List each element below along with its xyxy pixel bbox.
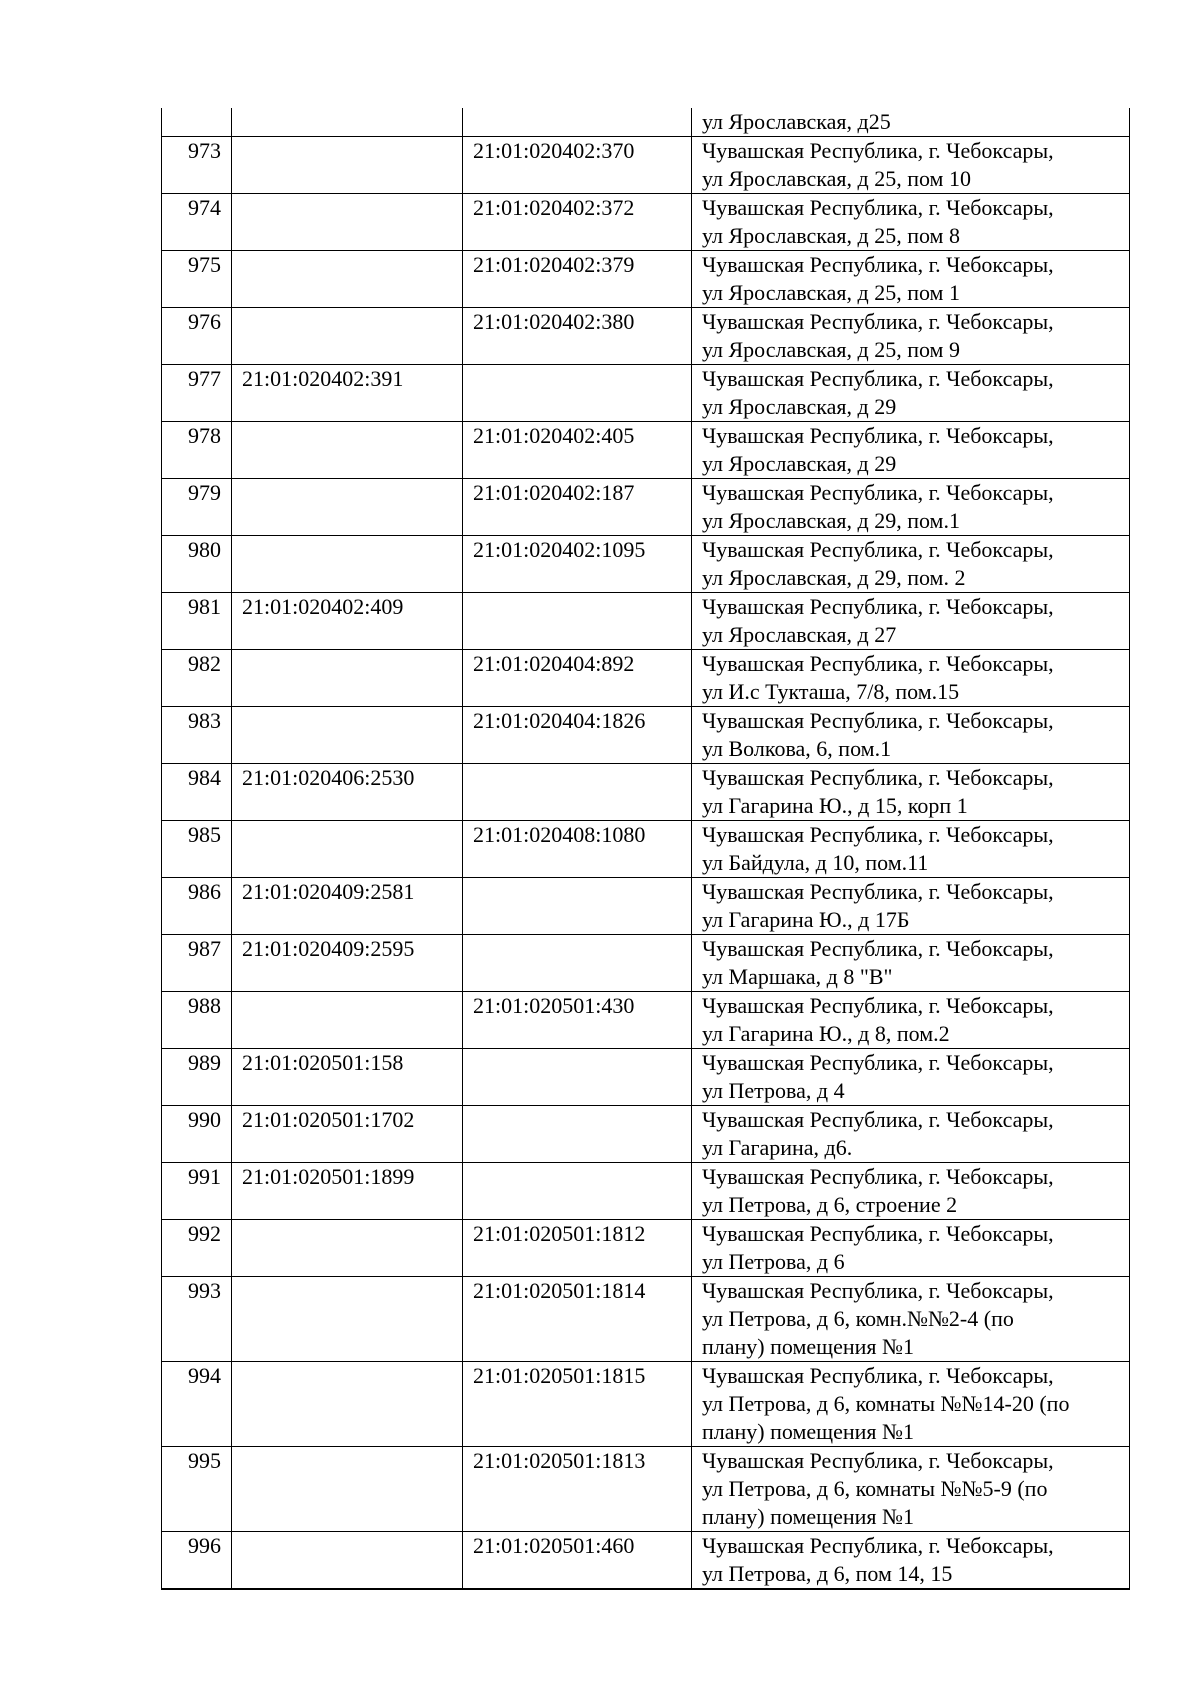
table-row: [162, 1447, 1130, 1532]
address-line: Чувашская Республика, г. Чебоксары,: [702, 1363, 1054, 1388]
table-row: [162, 593, 1130, 650]
table-row: [162, 878, 1130, 935]
address-cell: [692, 479, 1130, 536]
row-number-cell: 980: [162, 536, 232, 593]
address-line: ул Ярославская, д 29, пом. 2: [702, 565, 966, 590]
address-line: Чувашская Республика, г. Чебоксары,: [702, 423, 1054, 448]
address-line: плану) помещения №1: [702, 1419, 915, 1444]
land-cadastral-cell: 21:01:020409:2595: [232, 935, 463, 992]
address-line: ул Петрова, д 6, комнаты №№14-20 (по: [702, 1391, 1070, 1416]
table-row: [162, 935, 1130, 992]
row-number-cell: 977: [162, 365, 232, 422]
row-number-cell: 973: [162, 137, 232, 194]
land-cadastral-cell: [232, 422, 463, 479]
land-cadastral-cell: 21:01:020501:1899: [232, 1163, 463, 1220]
row-number-cell: 994: [162, 1362, 232, 1447]
address-line: Чувашская Республика, г. Чебоксары,: [702, 309, 1054, 334]
object-cadastral-cell: 21:01:020402:372: [463, 194, 692, 251]
address-line: ул Ярославская, д 29, пом.1: [702, 508, 960, 533]
object-cadastral-cell: 21:01:020404:1826: [463, 707, 692, 764]
land-cadastral-cell: [232, 992, 463, 1049]
address-line: Чувашская Республика, г. Чебоксары,: [702, 651, 1054, 676]
address-line: Чувашская Республика, г. Чебоксары,: [702, 594, 1054, 619]
table-row: [162, 365, 1130, 422]
row-number-cell: 991: [162, 1163, 232, 1220]
land-cadastral-cell: 21:01:020406:2530: [232, 764, 463, 821]
row-number-cell: 984: [162, 764, 232, 821]
address-line: Чувашская Республика, г. Чебоксары,: [702, 1164, 1054, 1189]
address-cell: [692, 137, 1130, 194]
address-line: Чувашская Республика, г. Чебоксары,: [702, 936, 1054, 961]
row-number-cell: 981: [162, 593, 232, 650]
table-row: [162, 1106, 1130, 1163]
table-row-continued: [162, 108, 1130, 137]
object-cadastral-cell: 21:01:020501:1815: [463, 1362, 692, 1447]
land-cadastral-cell: 21:01:020402:409: [232, 593, 463, 650]
row-number-cell: 988: [162, 992, 232, 1049]
address-line: ул Ярославская, д25: [702, 109, 891, 134]
object-cadastral-cell: 21:01:020402:380: [463, 308, 692, 365]
address-cell: [692, 992, 1130, 1049]
table-row: [162, 992, 1130, 1049]
row-number-cell: 985: [162, 821, 232, 878]
address-line: плану) помещения №1: [702, 1504, 915, 1529]
address-cell: [692, 251, 1130, 308]
row-number-cell: 978: [162, 422, 232, 479]
land-cadastral-cell: [232, 707, 463, 764]
address-line: Чувашская Республика, г. Чебоксары,: [702, 1448, 1054, 1473]
address-cell: [692, 365, 1130, 422]
land-cadastral-cell: 21:01:020501:1702: [232, 1106, 463, 1163]
object-cadastral-cell: 21:01:020408:1080: [463, 821, 692, 878]
address-line: Чувашская Республика, г. Чебоксары,: [702, 879, 1054, 904]
address-line: ул Петрова, д 6, комн.№№2-4 (по: [702, 1306, 1014, 1331]
address-cell: [692, 878, 1130, 935]
object-cadastral-cell: [463, 764, 692, 821]
land-cadastral-cell: 21:01:020501:158: [232, 1049, 463, 1106]
row-number-cell: 976: [162, 308, 232, 365]
object-cadastral-cell: 21:01:020501:1813: [463, 1447, 692, 1532]
land-cadastral-cell: [232, 108, 463, 137]
table-row: [162, 1049, 1130, 1106]
table-row: [162, 479, 1130, 536]
object-cadastral-cell: [463, 365, 692, 422]
address-line: ул Ярославская, д 29: [702, 451, 897, 476]
table-row: [162, 422, 1130, 479]
row-number-cell: 974: [162, 194, 232, 251]
address-line: ул Ярославская, д 27: [702, 622, 897, 647]
address-line: Чувашская Республика, г. Чебоксары,: [702, 480, 1054, 505]
address-line: ул Гагарина Ю., д 15, корп 1: [702, 793, 968, 818]
table-row: [162, 1362, 1130, 1447]
address-line: Чувашская Республика, г. Чебоксары,: [702, 708, 1054, 733]
object-cadastral-cell: [463, 878, 692, 935]
address-cell: [692, 1362, 1130, 1447]
address-line: ул Петрова, д 6, строение 2: [702, 1192, 958, 1217]
address-line: ул Байдула, д 10, пом.11: [702, 850, 929, 875]
row-number-cell: 989: [162, 1049, 232, 1106]
land-cadastral-cell: [232, 1447, 463, 1532]
table-row: [162, 1277, 1130, 1362]
row-number-cell: 996: [162, 1532, 232, 1590]
table-row: [162, 1163, 1130, 1220]
address-line: Чувашская Республика, г. Чебоксары,: [702, 1221, 1054, 1246]
object-cadastral-cell: [463, 1163, 692, 1220]
address-line: ул Волкова, 6, пом.1: [702, 736, 892, 761]
address-cell: [692, 821, 1130, 878]
object-cadastral-cell: [463, 1106, 692, 1163]
object-cadastral-cell: 21:01:020501:460: [463, 1532, 692, 1590]
address-cell: [692, 108, 1130, 137]
address-cell: [692, 1277, 1130, 1362]
address-line: Чувашская Республика, г. Чебоксары,: [702, 765, 1054, 790]
address-cell: [692, 1447, 1130, 1532]
land-cadastral-cell: [232, 1532, 463, 1590]
address-cell: [692, 650, 1130, 707]
address-cell: [692, 1106, 1130, 1163]
row-number-cell: 995: [162, 1447, 232, 1532]
table-row: [162, 137, 1130, 194]
row-number-cell: 982: [162, 650, 232, 707]
row-number-cell: 979: [162, 479, 232, 536]
address-line: Чувашская Республика, г. Чебоксары,: [702, 1278, 1054, 1303]
address-cell: [692, 935, 1130, 992]
table-row: [162, 308, 1130, 365]
land-cadastral-cell: [232, 821, 463, 878]
address-line: ул Ярославская, д 25, пом 8: [702, 223, 960, 248]
object-cadastral-cell: 21:01:020402:1095: [463, 536, 692, 593]
object-cadastral-cell: 21:01:020402:405: [463, 422, 692, 479]
address-line: ул Ярославская, д 25, пом 9: [702, 337, 960, 362]
object-cadastral-cell: 21:01:020404:892: [463, 650, 692, 707]
object-cadastral-cell: 21:01:020402:370: [463, 137, 692, 194]
address-line: ул Гагарина, д6.: [702, 1135, 853, 1160]
table-body: [162, 108, 1130, 1589]
address-line: Чувашская Республика, г. Чебоксары,: [702, 195, 1054, 220]
address-line: ул Гагарина Ю., д 17Б: [702, 907, 910, 932]
address-line: ул Гагарина Ю., д 8, пом.2: [702, 1021, 950, 1046]
address-line: Чувашская Республика, г. Чебоксары,: [702, 1533, 1054, 1558]
address-line: плану) помещения №1: [702, 1334, 915, 1359]
address-line: Чувашская Республика, г. Чебоксары,: [702, 1050, 1054, 1075]
row-number-cell: 990: [162, 1106, 232, 1163]
address-cell: [692, 707, 1130, 764]
land-cadastral-cell: [232, 251, 463, 308]
address-cell: [692, 1532, 1130, 1590]
object-cadastral-cell: [463, 1049, 692, 1106]
row-number-cell: [162, 108, 232, 137]
address-line: ул И.с Тукташа, 7/8, пом.15: [702, 679, 960, 704]
address-line: ул Петрова, д 6: [702, 1249, 845, 1274]
land-cadastral-cell: [232, 536, 463, 593]
address-line: Чувашская Республика, г. Чебоксары,: [702, 138, 1054, 163]
address-cell: [692, 1049, 1130, 1106]
land-cadastral-cell: [232, 137, 463, 194]
land-cadastral-cell: [232, 650, 463, 707]
property-registry-table: [161, 108, 1130, 1590]
address-cell: [692, 536, 1130, 593]
address-line: ул Ярославская, д 25, пом 10: [702, 166, 971, 191]
table-row: [162, 1220, 1130, 1277]
address-line: Чувашская Республика, г. Чебоксары,: [702, 252, 1054, 277]
land-cadastral-cell: [232, 1277, 463, 1362]
address-line: Чувашская Республика, г. Чебоксары,: [702, 537, 1054, 562]
address-line: Чувашская Республика, г. Чебоксары,: [702, 993, 1054, 1018]
address-line: ул Маршака, д 8 "В": [702, 964, 893, 989]
land-cadastral-cell: [232, 479, 463, 536]
land-cadastral-cell: [232, 194, 463, 251]
row-number-cell: 986: [162, 878, 232, 935]
land-cadastral-cell: 21:01:020409:2581: [232, 878, 463, 935]
address-line: Чувашская Республика, г. Чебоксары,: [702, 366, 1054, 391]
land-cadastral-cell: [232, 1362, 463, 1447]
row-number-cell: 992: [162, 1220, 232, 1277]
address-cell: [692, 1220, 1130, 1277]
object-cadastral-cell: [463, 593, 692, 650]
object-cadastral-cell: 21:01:020402:379: [463, 251, 692, 308]
object-cadastral-cell: 21:01:020501:1812: [463, 1220, 692, 1277]
object-cadastral-cell: 21:01:020501:430: [463, 992, 692, 1049]
address-line: ул Петрова, д 6, пом 14, 15: [702, 1561, 953, 1586]
address-cell: [692, 764, 1130, 821]
table-row: [162, 650, 1130, 707]
address-line: ул Петрова, д 6, комнаты №№5-9 (по: [702, 1476, 1048, 1501]
object-cadastral-cell: [463, 935, 692, 992]
table-row: [162, 194, 1130, 251]
table-row: [162, 536, 1130, 593]
address-line: Чувашская Республика, г. Чебоксары,: [702, 1107, 1054, 1132]
address-line: ул Ярославская, д 25, пом 1: [702, 280, 960, 305]
land-cadastral-cell: 21:01:020402:391: [232, 365, 463, 422]
address-cell: [692, 422, 1130, 479]
object-cadastral-cell: [463, 108, 692, 137]
table-row: [162, 251, 1130, 308]
row-number-cell: 975: [162, 251, 232, 308]
address-cell: [692, 593, 1130, 650]
address-cell: [692, 1163, 1130, 1220]
table-row: [162, 707, 1130, 764]
row-number-cell: 987: [162, 935, 232, 992]
table-row: [162, 1532, 1130, 1590]
object-cadastral-cell: 21:01:020501:1814: [463, 1277, 692, 1362]
row-number-cell: 983: [162, 707, 232, 764]
address-cell: [692, 194, 1130, 251]
row-number-cell: 993: [162, 1277, 232, 1362]
land-cadastral-cell: [232, 1220, 463, 1277]
address-cell: [692, 308, 1130, 365]
address-line: Чувашская Республика, г. Чебоксары,: [702, 822, 1054, 847]
address-line: ул Петрова, д 4: [702, 1078, 845, 1103]
land-cadastral-cell: [232, 308, 463, 365]
object-cadastral-cell: 21:01:020402:187: [463, 479, 692, 536]
table-row: [162, 764, 1130, 821]
table-row: [162, 821, 1130, 878]
address-line: ул Ярославская, д 29: [702, 394, 897, 419]
